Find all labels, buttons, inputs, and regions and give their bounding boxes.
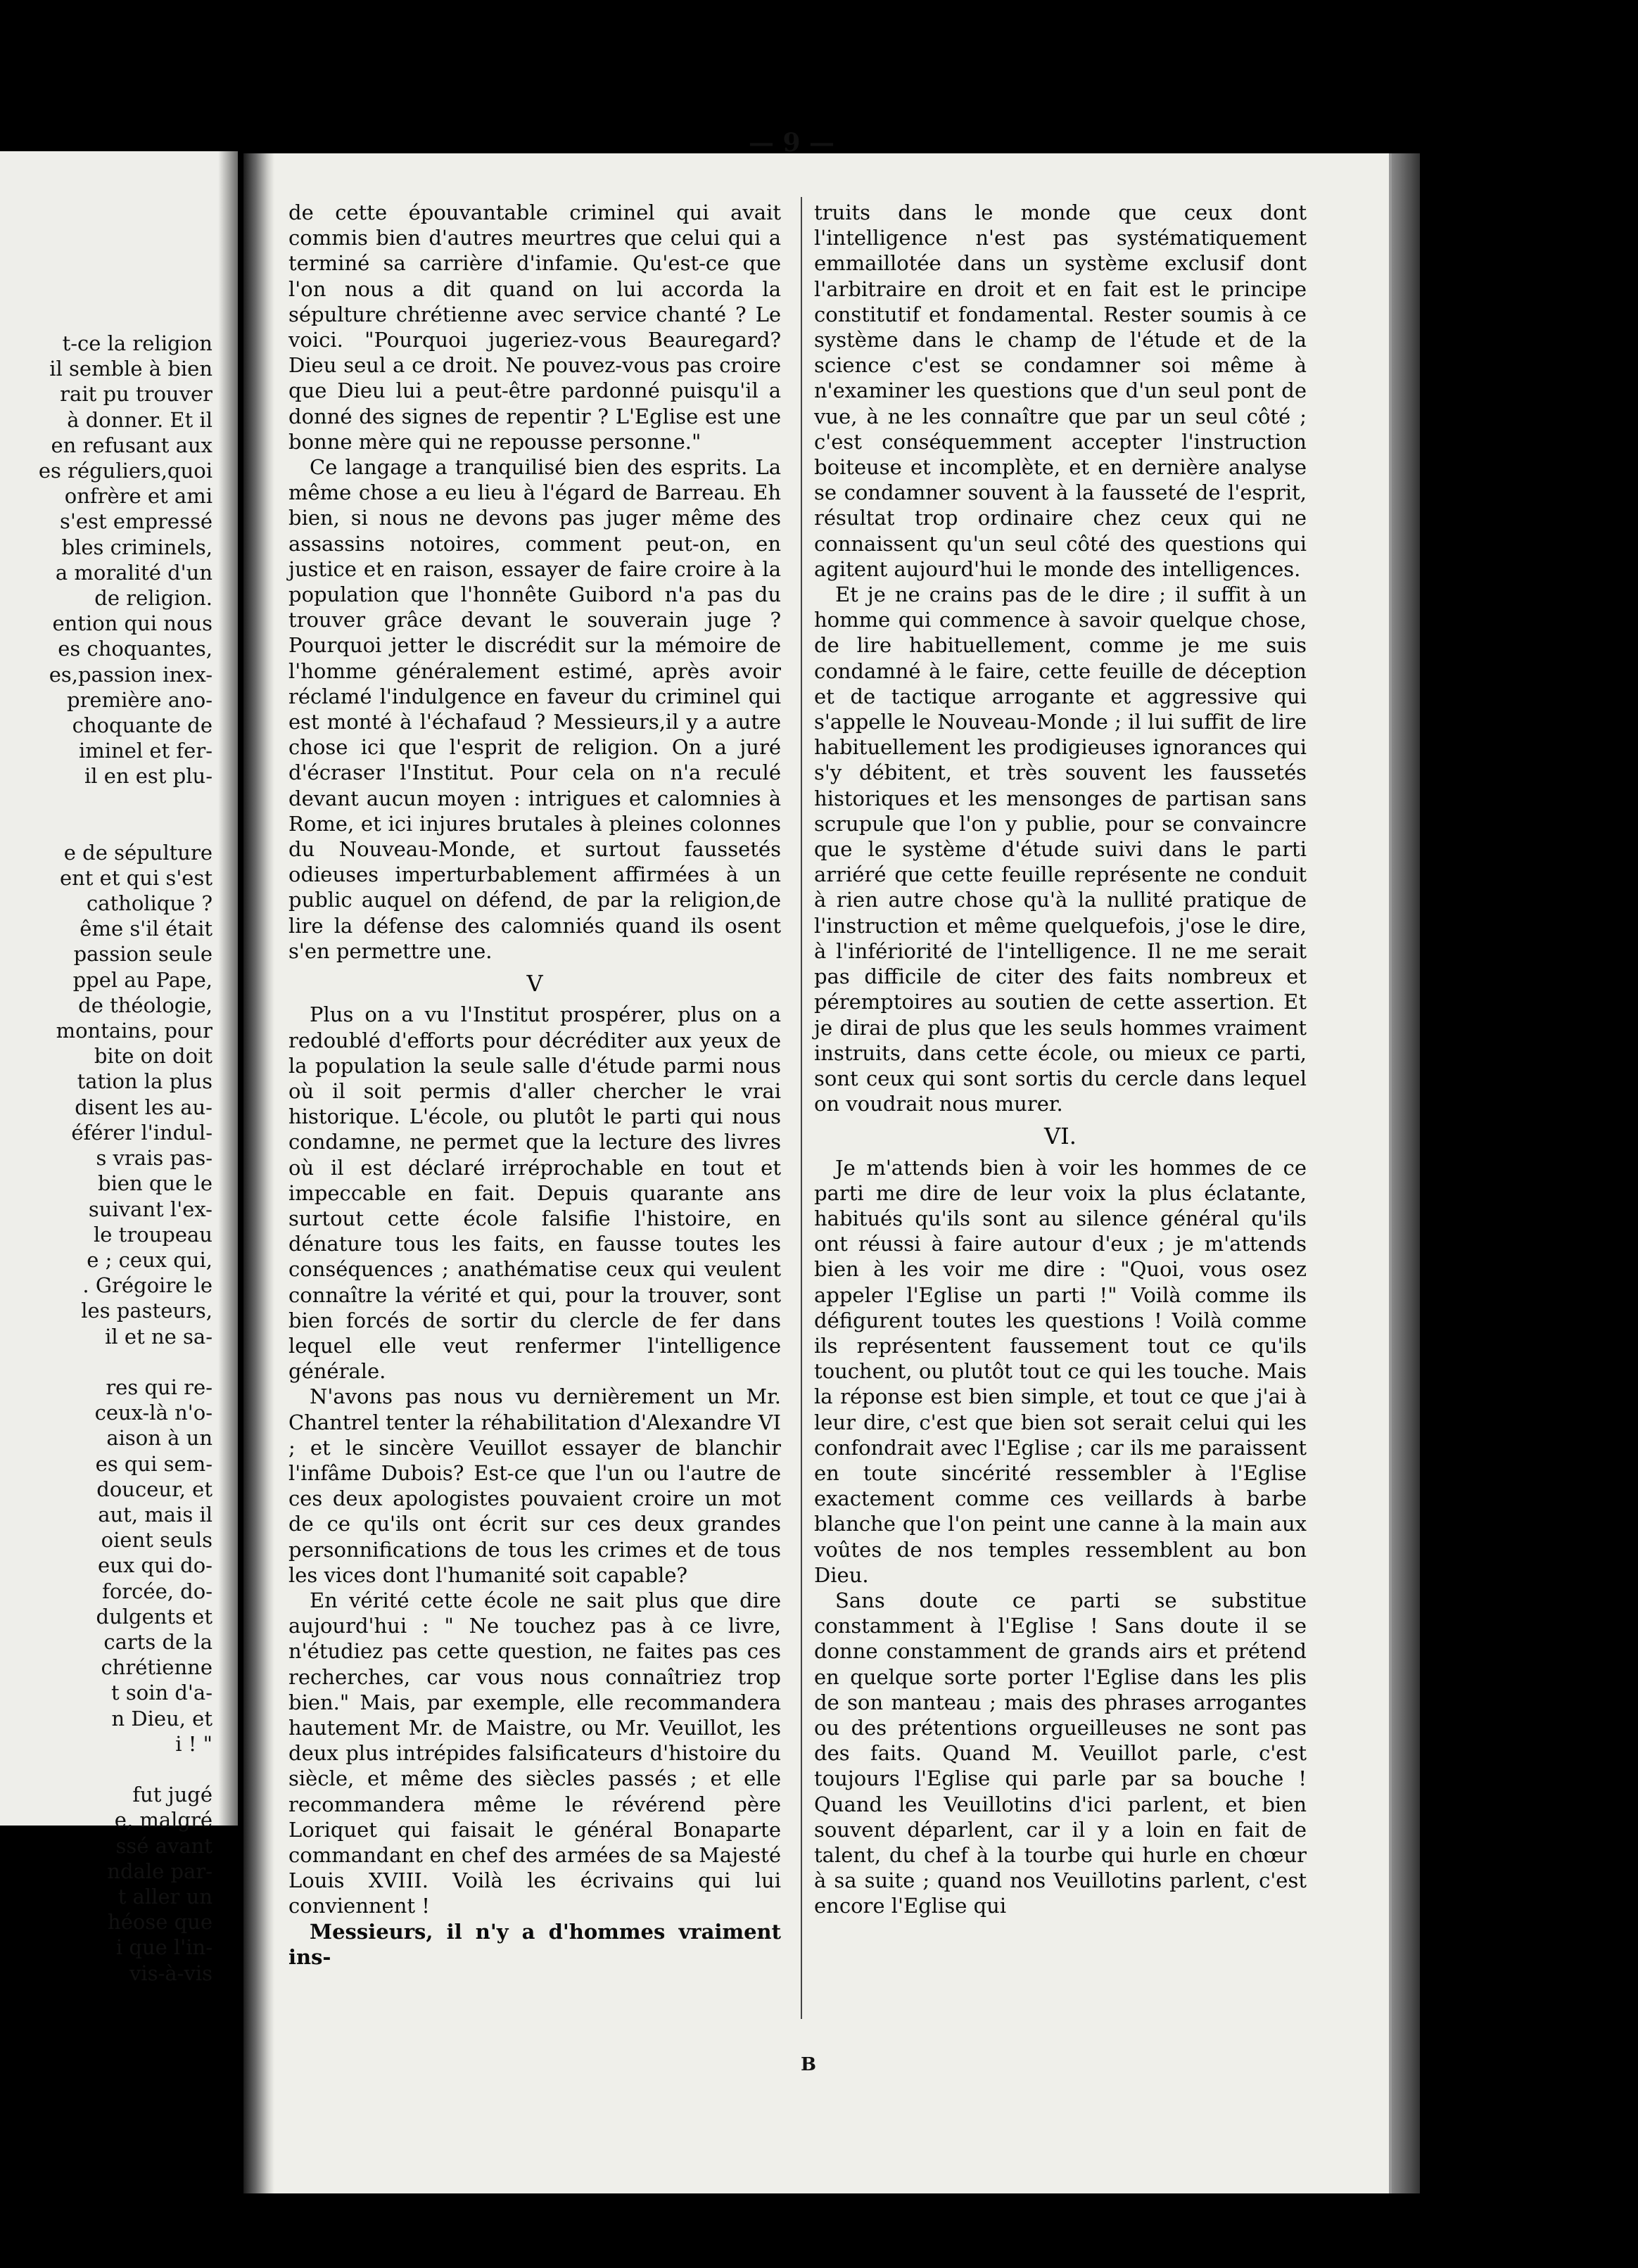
facing-page-line: carts de la [103, 1629, 212, 1654]
facing-page-line: héose que [108, 1910, 212, 1935]
paragraph: Ce langage a tranquilisé bien des esprits. La même chose a eu lieu à l'égard de Barreau. Eh bien, si nous ne devons pas juger même des assassins notoires, comment peut-on, en justice et en raison, essayer de faire croire à la population que l'honnête Guibord n'a pas du trouver grâce devant le souverain juge ? Pourquoi jetter le discrédit sur la mémoire de l'homme généralement estimé, après avoir réclamé l'indulgence en faveur du criminel qui est monté à l'échafaud ? Messieurs,il y a autre chose ici que l'esprit de religion. On a juré d'écraser l'Institut. Pour cela on n'a reculé devant aucun moyen : intrigues et calomnies à Rome, et ici injures brutales à pleines colonnes du Nouveau-Monde, et surtout faussetés odieuses imperturbablement affirmées à un public auquel on défend, de par la religion,de lire la défense des calomniés quand ils osent s'en permettre une. [288, 455, 781, 963]
facing-page-line: montains, pour [56, 1019, 212, 1043]
facing-page-line: dulgents et [96, 1604, 212, 1629]
paragraph: Je m'attends bien à voir les hommes de ce parti me dire de leur voix la plus éclatante, habitués qu'ils sont au silence général qu'ils ont réussi à faire autour d'eux ; je m'attends bien à les voir me dire : "Quoi, vous osez appeler l'Eglise un parti !" Voilà comme ils défigurent toutes les questions ! Voilà comme ils représentent faussement tout ce qu'ils touchent, ou plutôt tout ce qui les touche. Mais la réponse est bien simple, et tout ce que j'ai à leur dire, c'est que bien sot serait celui qui les confondrait avec l'Eglise ; car ils me paraissent en toute sincérité ressembler à l'Eglise exactement comme ces veillards à barbe blanche que l'on peint une canne à la main aux voûtes de nos temples ressemblent au bon Dieu. [814, 1155, 1307, 1587]
facing-page-line: bles criminels, [61, 535, 212, 559]
facing-page-line: aison à un [106, 1426, 212, 1451]
facing-page-fragment [0, 151, 238, 1985]
facing-page-line: tation la plus [77, 1069, 212, 1094]
facing-page-line: le troupeau [93, 1222, 212, 1247]
paragraph: Sans doute ce parti se substitue constamment à l'Eglise ! Sans doute il se donne constamment de grands airs et prétend en quelque sorte porter l'Eglise dans les plis de son manteau ; mais des phrases arrogantes ou des prétentions orgueilleuses ne sont pas des faits. Quand M. Veuillot parle, c'est toujours l'Eglise qui parle par sa bouche ! Quand les Veuillotins d'ici parlent, et bien souvent déparlent, car il y a loin en fait de talent, du chef à la tourbe qui hurle en chœur à sa suite ; quand nos Veuillotins parlent, c'est encore l'Eglise qui [814, 1588, 1307, 1918]
facing-page-line: oient seuls [101, 1528, 212, 1553]
paragraph: En vérité cette école ne sait plus que dire aujourd'hui : " Ne touchez pas à ce livre, n'étudiez pas cette question, ne faites pas ces recherches, car vous nous connaîtriez trop bien." Mais, par exemple, elle recommandera hautement Mr. de Maistre, ou Mr. Veuillot, les deux plus intrépides falsificateurs d'histoire du siècle, et même des siècles passés ; et elle recommandera même le révérend père Loriquet qui faisait le général Bonaparte commandant en chef des armées de sa Majesté Louis XVIII. Voilà les écrivains qui lui conviennent ! [288, 1588, 781, 1918]
facing-page-line: eux qui do- [98, 1553, 212, 1578]
facing-page-line: t aller un [118, 1884, 212, 1909]
facing-page-line: en refusant aux [51, 433, 212, 457]
facing-page-line: il en est plu- [84, 764, 212, 789]
facing-page-line: es qui sem- [95, 1451, 212, 1476]
facing-page-line [0, 1757, 212, 1782]
facing-page-line: t soin d'a- [110, 1681, 212, 1705]
facing-page-gap [0, 789, 212, 840]
facing-page-line: chrétienne [101, 1655, 212, 1680]
facing-page-line: e, malgré [114, 1808, 212, 1833]
facing-page-line: il semble à bien [49, 357, 212, 381]
facing-page-line: passion seule [73, 942, 212, 967]
facing-page-line: onfrère et ami [64, 484, 212, 509]
facing-page-line: catholique ? [86, 891, 212, 916]
facing-page-line: es,passion inex- [49, 662, 212, 687]
facing-page-line: s'est empressé [60, 509, 212, 534]
facing-page-line: es choquantes, [58, 637, 212, 661]
facing-page-line: e ; ceux qui, [87, 1247, 212, 1272]
page-number: — 9 — [748, 128, 835, 158]
facing-page-line: t-ce la religion [62, 331, 212, 355]
facing-page-line: rait pu trouver [60, 382, 212, 407]
facing-page-line: de religion. [94, 586, 212, 611]
facing-page-line: ndale par- [107, 1859, 212, 1883]
facing-page-line: ceux-là n'o- [94, 1401, 212, 1425]
facing-page-line: bite on doit [94, 1044, 212, 1069]
facing-page-line: a moralité d'un [55, 560, 212, 585]
section-heading: V [526, 970, 543, 998]
facing-page-line: i ! " [175, 1731, 212, 1756]
facing-page-line: suivant l'ex- [88, 1197, 212, 1221]
facing-page-line: iminel et fer- [79, 739, 212, 763]
facing-page-line: bien que le [98, 1171, 212, 1196]
facing-page-line: disent les au- [75, 1095, 212, 1119]
facing-page-line: les pasteurs, [81, 1299, 212, 1323]
facing-page-line: ent et qui s'est [59, 865, 212, 890]
facing-page-text [0, 331, 212, 1986]
facing-page-line: aut, mais il [98, 1502, 212, 1527]
facing-page-line: res qui re- [106, 1375, 212, 1399]
facing-page-line: de théologie, [78, 993, 212, 1017]
paragraph: N'avons pas nous vu dernièrement un Mr. Chantrel tenter la réhabilitation d'Alexandre VI ; et le sincère Veuillot essayer de blanchir l'infâme Dubois? Est-ce que l'un ou l'autre de ces deux apologistes pouvaient croire un mot de ce qu'ils ont écrit sur ces deux grandes personnifications de tous les crimes et de tous les vices dont l'humanité soit capable? [288, 1384, 781, 1587]
page-edge-shadow [1392, 153, 1420, 2193]
facing-page-line: il et ne sa- [105, 1324, 212, 1349]
facing-page-line: ention qui nous [52, 611, 212, 636]
paragraph: truits dans le monde que ceux dont l'intelligence n'est pas systématiquement emmaillotée dans un système exclusif dont l'arbitraire en droit et en fait est le principe constitutif et fondamental. Rester soumis à ce système dans le champ de l'étude et de la science c'est se condamner soi même à n'examiner les questions que d'un seul pont de vue, à ne les connaître que par un seul côté ; c'est conséquemment accepter l'instruction boiteuse et incomplète, et en dernière analyse se condamner souvent à la fausseté de l'esprit, résultat trop ordinaire chez ceux qui ne connaissent qu'un seul côté des questions qui agitent aujourd'hui le monde des intelligences. [814, 200, 1307, 581]
paragraph: Plus on a vu l'Institut prospérer, plus on a redoublé d'efforts pour décréditer aux yeux de la population la seule salle d'étude parmi nous où il soit permis d'aller chercher le vrai historique. L'école, ou plutôt le parti qui nous condamne, ne permet que la lecture des livres où il est déclaré irréprochable en tout et impeccable en fait. Depuis quarante ans surtout cette école falsifie l'histoire, en dénature tous les faits, en fausse toutes les conséquences ; anathématise ceux qui veulent connaître la vérité et qui, pour la trouver, sont bien forcés de sortir du clercle de fer dans lequel elle veut renfermer l'intelligence générale. [288, 1002, 781, 1384]
column-divider [801, 197, 802, 2019]
facing-page-line: i que l'in- [115, 1935, 212, 1960]
facing-page-line: fut jugé [132, 1783, 212, 1807]
facing-page-line: n Dieu, et [111, 1706, 212, 1731]
paragraph: Et je ne crains pas de le dire ; il suffit à un homme qui commence à savoir quelque chose, de lire habituellement, comme je me suis condamné à le faire, cette feuille de déception et de tactique arrogante et aggressive qui s'appelle le Nouveau-Monde ; il lui suffit de lire habituellement les prodigieuses ignorances qui s'y débitent, et très souvent les faussetés historiques et les mensonges de partisan sans scrupule que l'on y publie, pour se convaincre que le système d'étude suivi dans le parti arriéré que cette feuille représente ne conduit à rien autre chose qu'à la nullité pratique de l'instruction et même quelquefois, j'ose le dire, à l'infériorité de l'intelligence. Il ne me serait pas difficile de citer des faits nombreux et péremptoires au soutien de cette assertion. Et je dirai de plus que les seuls hommes vraiment instruits, dans cette école, ou mieux ce parti, sont ceux qui sont sortis du cercle dans lequel on voudrait nous murer. [814, 582, 1307, 1116]
facing-page-line: à donner. Et il [67, 407, 212, 432]
facing-page-line: douceur, et [96, 1477, 212, 1501]
page-fold-shadow [218, 151, 238, 1826]
facing-page-line: forcée, do- [102, 1579, 212, 1603]
printer-signature-mark: B [801, 2054, 816, 2075]
facing-page-line [0, 1349, 212, 1375]
facing-page-line: première ano- [67, 687, 212, 712]
facing-page-line: choquante de [72, 713, 212, 738]
binding-gutter [243, 153, 274, 2193]
text-column-right [814, 200, 1307, 1919]
facing-page-line: ssé avant [115, 1833, 212, 1858]
facing-page-line: vis-à-vis [129, 1961, 212, 1985]
facing-page-line: e de sépulture [63, 840, 212, 865]
facing-page-line: éférer l'indul- [71, 1120, 212, 1145]
facing-page-line: ppel au Pape, [72, 967, 212, 992]
paragraph: Messieurs, il n'y a d'hommes vraiment ins- [288, 1919, 781, 1969]
facing-page-line: s vrais pas- [96, 1146, 212, 1171]
section-heading: VI. [1044, 1123, 1077, 1150]
facing-page-line: es réguliers,quoi [38, 459, 212, 483]
facing-page-line: ême s'il était [80, 917, 212, 941]
paragraph: de cette épouvantable criminel qui avait commis bien d'autres meurtres que celui qui a terminé sa carrière d'infamie. Qu'est-ce que l'on nous a dit quand on lui accorda la sépulture chrétienne avec service chanté ? Le voici. "Pourquoi jugeriez-vous Beauregard? Dieu seul a ce droit. Ne pouvez-vous pas croire que Dieu lui a peut-être pardonné puisqu'il a donné des signes de repentir ? L'Eglise est une bonne mère qui ne repousse personne." [288, 200, 781, 454]
text-column-left [288, 200, 781, 1970]
facing-page-line: . Grégoire le [82, 1273, 212, 1298]
